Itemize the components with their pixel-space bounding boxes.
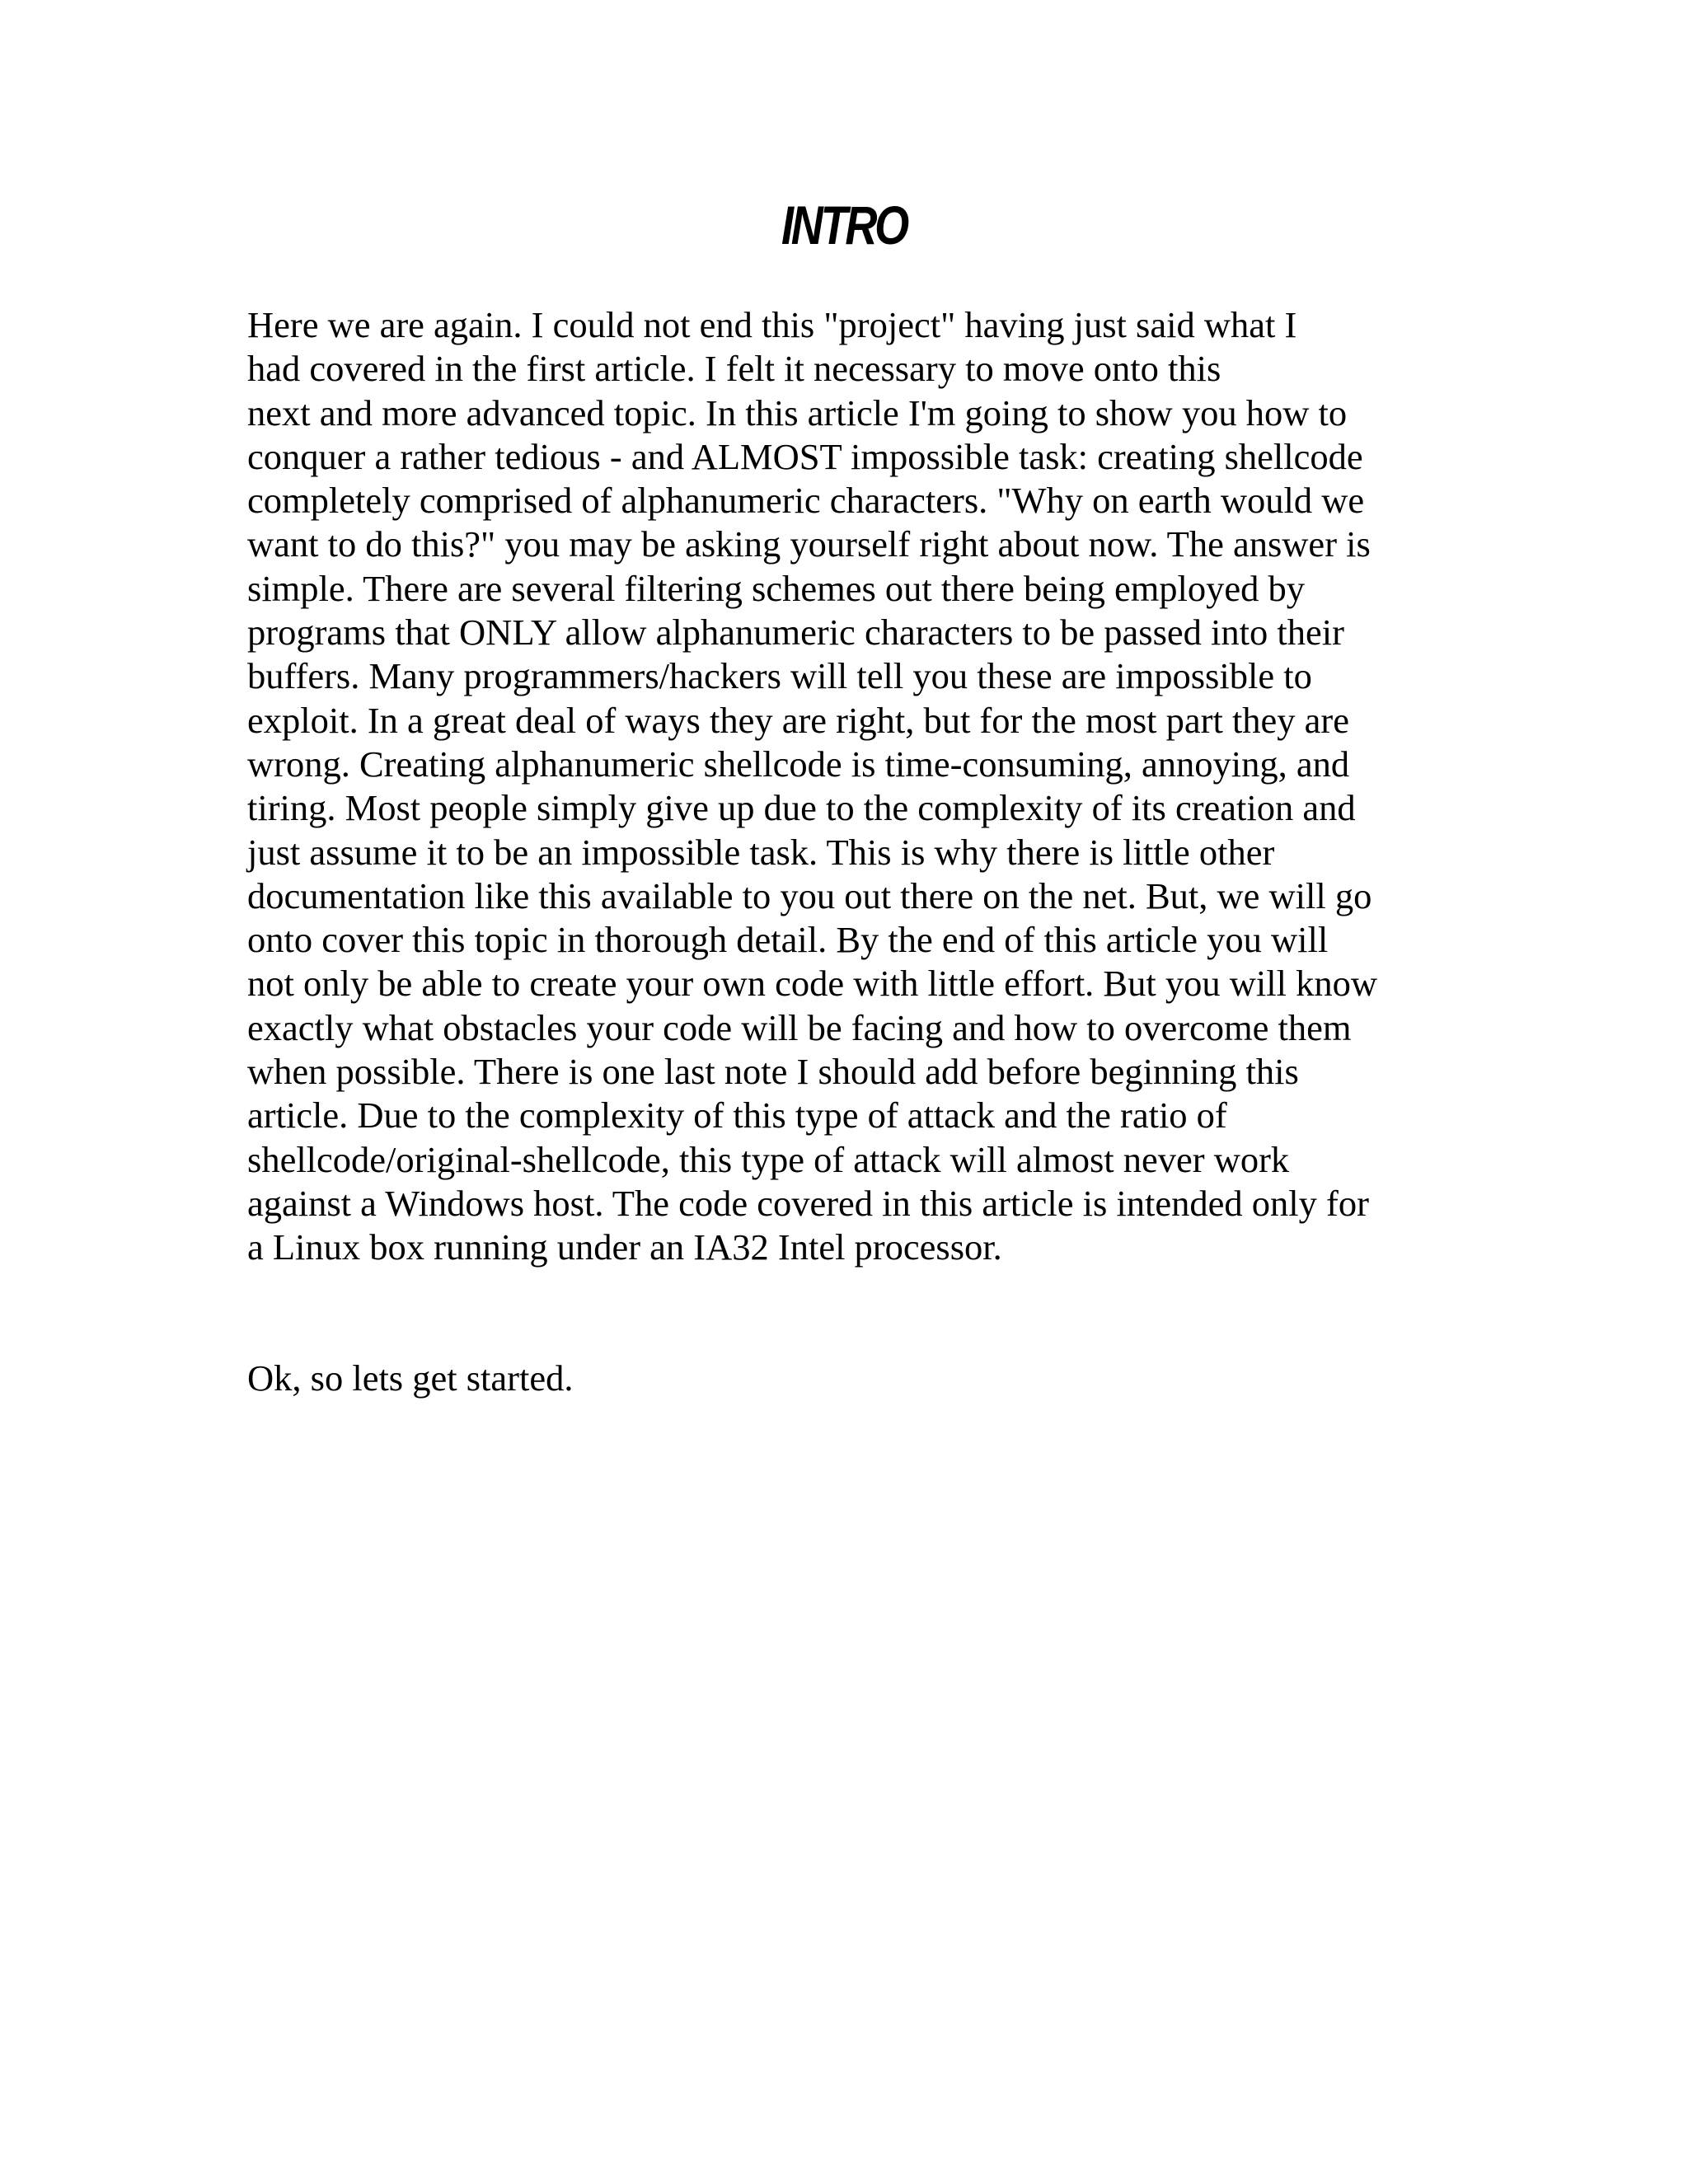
paragraph-line: wrong. Creating alphanumeric shellcode is time-consuming, annoying, and xyxy=(247,743,1350,785)
paragraph-line: just assume it to be an impossible task. This is why there is little other xyxy=(247,831,1275,873)
paragraph-line: when possible. There is one last note I should add before beginning this xyxy=(247,1051,1299,1093)
paragraph-line: programs that ONLY allow alphanumeric characters to be passed into their xyxy=(247,612,1344,654)
paragraph-line: against a Windows host. The code covered in this article is intended only for xyxy=(247,1182,1369,1224)
paragraph-line: Here we are again. I could not end this "project" having just said what I xyxy=(247,304,1297,345)
paragraph-line: a Linux box running under an IA32 Intel processor. xyxy=(247,1226,1002,1268)
paragraph-line: documentation like this available to you out there on the net. But, we will go xyxy=(247,874,1372,916)
paragraph-line: next and more advanced topic. In this article I'm going to show you how to xyxy=(247,391,1348,434)
intro-paragraph xyxy=(247,303,1451,1270)
paragraph-line: simple. There are several filtering schemes out there being employed by xyxy=(247,567,1306,609)
paragraph-line: shellcode/original-shellcode, this type of attack will almost never work xyxy=(247,1138,1290,1180)
page-title: INTRO xyxy=(781,194,907,255)
paragraph-line: exactly what obstacles your code will be facing and how to overcome them xyxy=(247,1006,1352,1048)
paragraph-line: exploit. In a great deal of ways they are right, but for the most part they are xyxy=(247,699,1349,741)
paragraph-line: completely comprised of alphanumeric characters. "Why on earth would we xyxy=(247,480,1365,522)
closing-line: Ok, so lets get started. xyxy=(247,1357,574,1399)
paragraph-line: onto cover this topic in thorough detail. By the end of this article you will xyxy=(247,919,1329,961)
paragraph-line: buffers. Many programmers/hackers will tell you these are impossible to xyxy=(247,655,1312,697)
paragraph-line: conquer a rather tedious - and ALMOST impossible task: creating shellcode xyxy=(247,435,1363,477)
paragraph-line: article. Due to the complexity of this type of attack and the ratio of xyxy=(247,1094,1227,1137)
paragraph-line: had covered in the first article. I felt it necessary to move onto this xyxy=(247,348,1221,390)
paragraph-line: not only be able to create your own code with little effort. But you will know xyxy=(247,963,1377,1005)
paragraph-line: tiring. Most people simply give up due to the complexity of its creation and xyxy=(247,787,1356,829)
paragraph-line: want to do this?" you may be asking yourself right about now. The answer is xyxy=(247,523,1371,565)
